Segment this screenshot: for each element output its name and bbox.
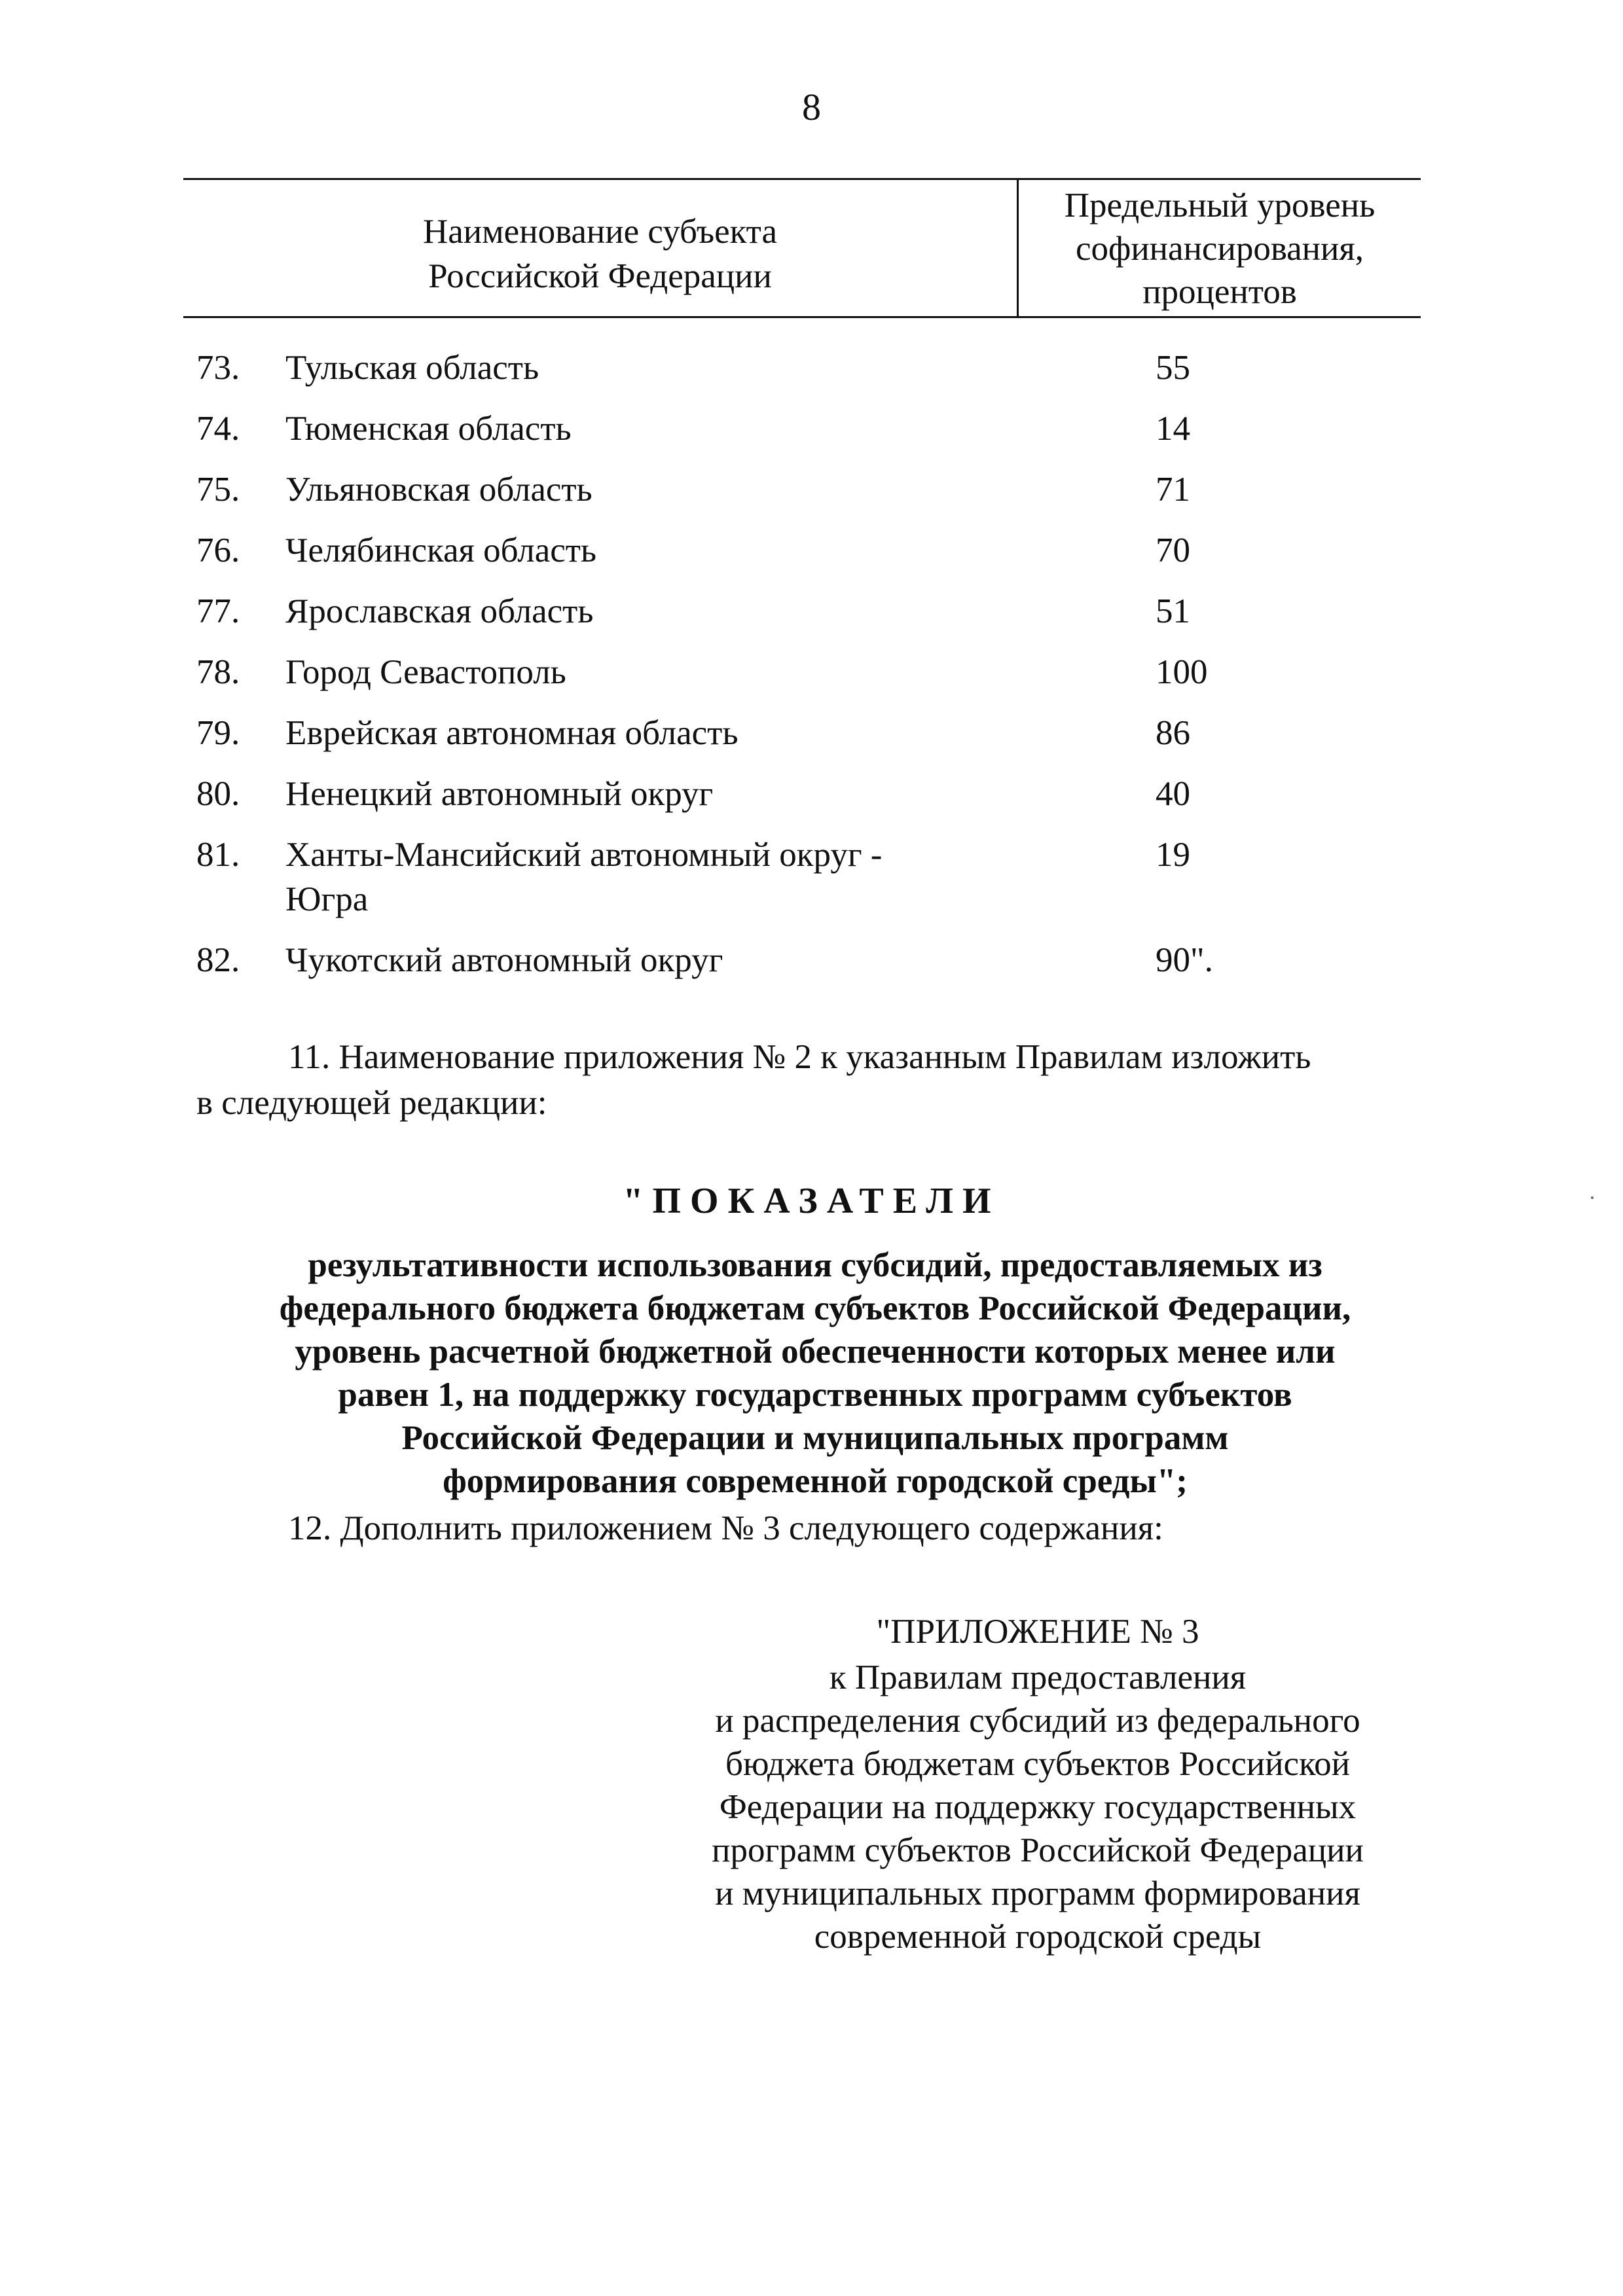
row-number: 78. xyxy=(196,653,240,691)
appendix-line: Федерации на поддержку государственных xyxy=(719,1788,1357,1826)
row-number: 75. xyxy=(196,471,240,509)
subtitle-line: формирования современной городской среды"; xyxy=(443,1462,1188,1500)
cofinancing-value: 70 xyxy=(1156,531,1190,569)
appendix-title: "ПРИЛОЖЕНИЕ № 3 xyxy=(876,1613,1199,1651)
subtitle-line: федерального бюджета бюджетам субъектов Российской Федерации, xyxy=(279,1289,1351,1327)
row-number: 73. xyxy=(196,349,240,387)
region-name: Еврейская автономная область xyxy=(285,714,739,752)
table-row xyxy=(196,346,1421,390)
region-name xyxy=(285,833,940,922)
table-row xyxy=(196,528,1421,573)
region-name: Ульяновская область xyxy=(285,471,593,509)
cofinancing-value: 14 xyxy=(1156,410,1190,448)
subtitle-line: уровень расчетной бюджетной обеспеченности которых менее или xyxy=(295,1333,1336,1371)
table-row xyxy=(196,589,1421,634)
cofinancing-value: 71 xyxy=(1156,471,1190,509)
header-col2-line: процентов xyxy=(1142,273,1297,311)
row-number: 81. xyxy=(196,836,240,874)
table-row xyxy=(196,650,1421,694)
cofinancing-value: 55 xyxy=(1156,349,1190,387)
header-col2-line: Предельный уровень xyxy=(1064,187,1376,224)
row-number: 82. xyxy=(196,941,240,979)
header-cofinancing-level xyxy=(1019,180,1421,316)
row-number: 80. xyxy=(196,775,240,813)
table-header xyxy=(183,178,1421,318)
cofinancing-value: 51 xyxy=(1156,592,1190,630)
paragraph-11 xyxy=(196,1034,1434,1126)
appendix-header xyxy=(655,1610,1421,1958)
table-row xyxy=(196,467,1421,512)
subtitle-line: Российской Федерации и муниципальных программ xyxy=(401,1419,1229,1457)
row-number: 77. xyxy=(196,592,240,630)
table-row xyxy=(196,406,1421,451)
header-region-name xyxy=(183,180,1019,316)
region-name: Ярославская область xyxy=(285,592,594,630)
scan-speck xyxy=(1591,1196,1594,1199)
header-col1-line: Наименование субъекта xyxy=(422,213,778,251)
indicators-subtitle xyxy=(196,1244,1434,1503)
subtitle-line: равен 1, на поддержку государственных программ субъектов xyxy=(338,1376,1292,1414)
region-name-line: Югра xyxy=(285,880,369,918)
header-col1-line: Российской Федерации xyxy=(428,257,772,295)
appendix-line: бюджета бюджетам субъектов Российской xyxy=(725,1745,1350,1783)
subtitle-line: результативности использования субсидий, предоставляемых из xyxy=(308,1246,1322,1284)
row-number: 79. xyxy=(196,714,240,752)
table-row xyxy=(196,711,1421,755)
region-name: Ненецкий автономный округ xyxy=(285,775,714,813)
appendix-line: к Правилам предоставления xyxy=(829,1659,1247,1696)
table-body xyxy=(196,346,1421,999)
region-name: Челябинская область xyxy=(285,531,597,569)
region-name: Тульская область xyxy=(285,349,539,387)
header-col2-line: софинансирования, xyxy=(1075,230,1364,268)
region-name: Тюменская область xyxy=(285,410,572,448)
appendix-line: и муниципальных программ формирования xyxy=(715,1874,1360,1912)
table-row xyxy=(196,833,1421,922)
paragraph-12: 12. Дополнить приложением № 3 следующего содержания: xyxy=(288,1509,1163,1547)
appendix-line: и распределения субсидий из федерального xyxy=(715,1702,1360,1740)
row-number: 74. xyxy=(196,410,240,448)
region-name: Чукотский автономный округ xyxy=(285,941,723,979)
paragraph-line: 11. Наименование приложения № 2 к указанным Правилам изложить xyxy=(288,1038,1311,1076)
appendix-line: современной городской среды xyxy=(814,1918,1262,1956)
region-name: Город Севастополь xyxy=(285,653,566,691)
page-number: 8 xyxy=(802,86,821,128)
cofinancing-value: 86 xyxy=(1156,714,1190,752)
cofinancing-value: 19 xyxy=(1156,836,1190,874)
region-name-line: Ханты-Мансийский автономный округ - xyxy=(285,836,883,874)
row-number: 76. xyxy=(196,531,240,569)
cofinancing-value: 40 xyxy=(1156,775,1190,813)
table-row xyxy=(196,772,1421,816)
indicators-title: "ПОКАЗАТЕЛИ xyxy=(623,1181,1000,1221)
appendix-line: программ субъектов Российской Федерации xyxy=(712,1831,1364,1869)
cofinancing-value: 100 xyxy=(1156,653,1208,691)
paragraph-line: в следующей редакции: xyxy=(196,1084,547,1122)
table-row xyxy=(196,938,1421,982)
cofinancing-value: 90". xyxy=(1156,941,1213,979)
